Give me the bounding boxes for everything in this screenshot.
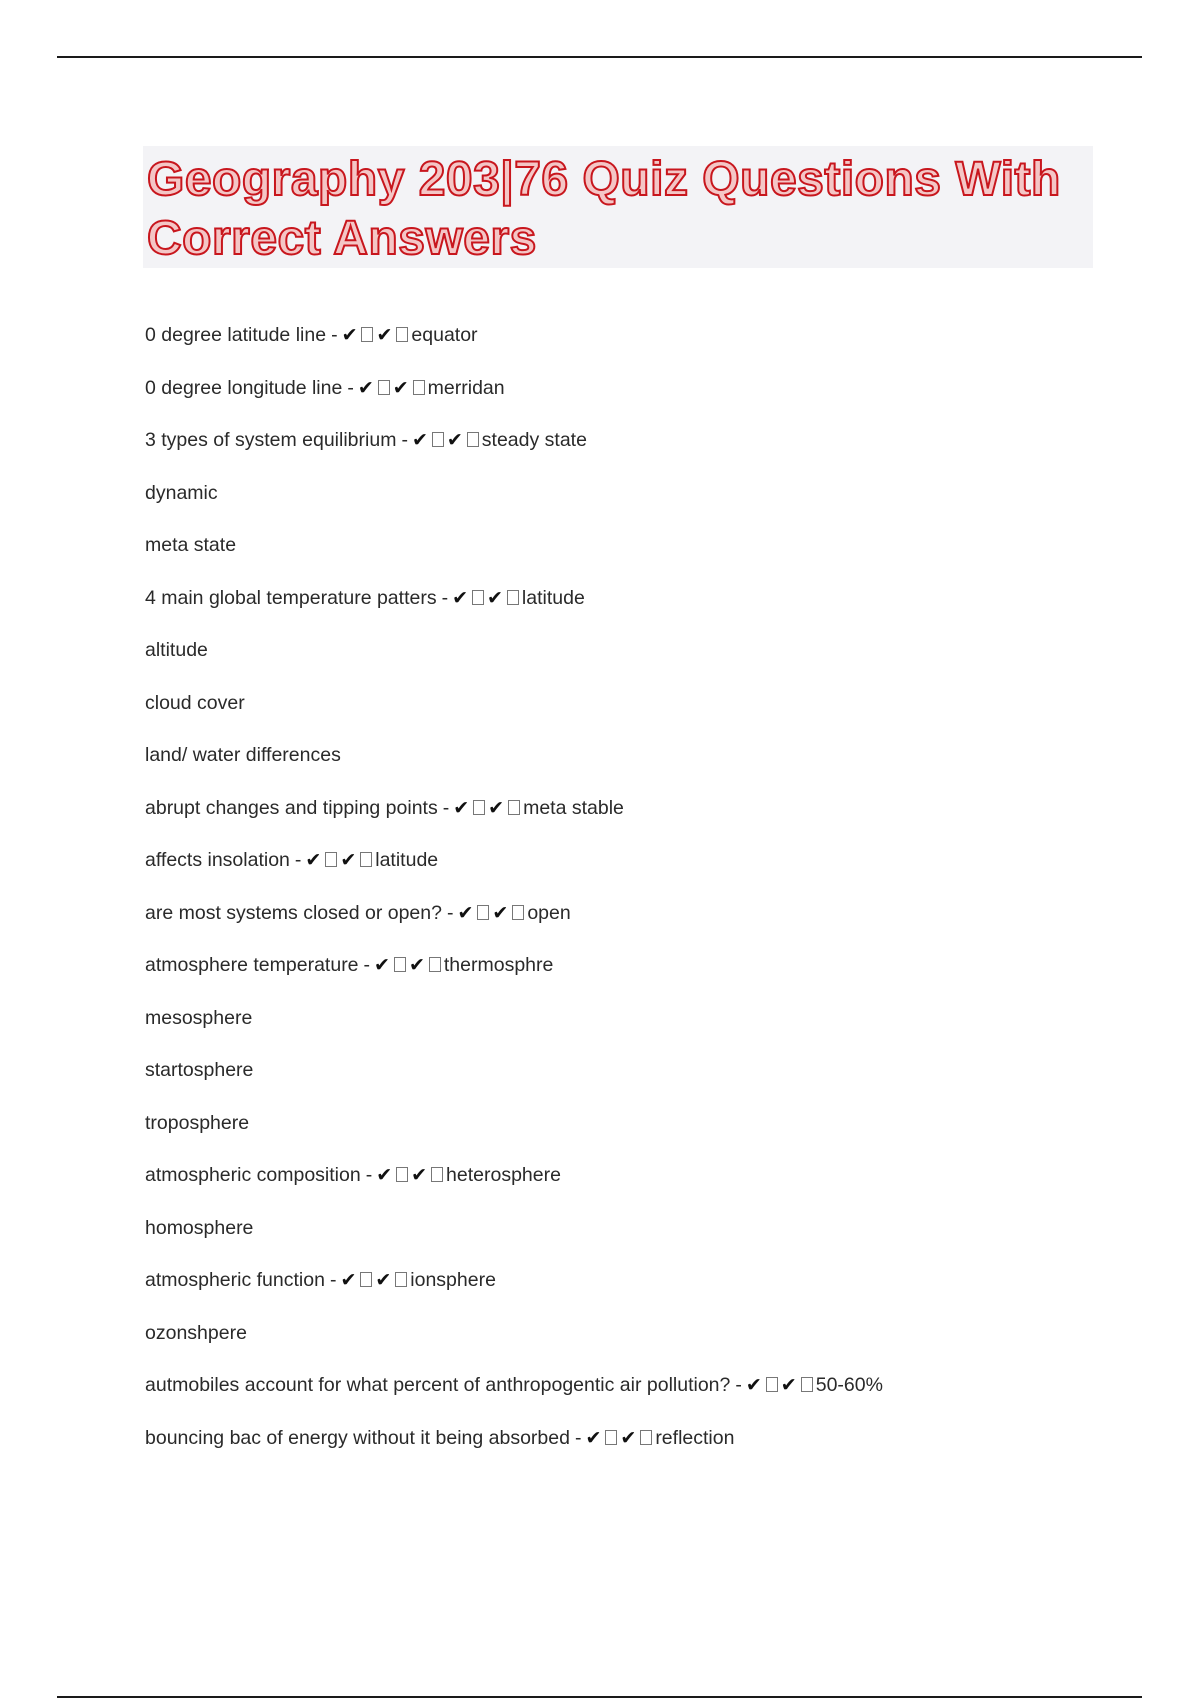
answer-continuation — [145, 1053, 1145, 1106]
continuation-text: dynamic — [145, 481, 218, 504]
missing-glyph-box-icon — [431, 1167, 443, 1182]
answer-text: ionsphere — [410, 1269, 496, 1291]
separator-dash: - — [294, 849, 302, 871]
answer-text: open — [527, 901, 571, 924]
answer-continuation — [145, 633, 1145, 686]
answer-continuation — [145, 476, 1145, 529]
separator-dash: - — [735, 1374, 742, 1396]
continuation-text: startosphere — [145, 1059, 254, 1081]
question-item — [145, 1368, 1145, 1421]
missing-glyph-box-icon — [477, 905, 489, 920]
separator-dash: - — [331, 324, 338, 346]
missing-glyph-box-icon — [360, 852, 372, 867]
answer-continuation — [145, 528, 1145, 581]
question-item — [145, 581, 1145, 634]
answer-text: heterosphere — [446, 1164, 561, 1186]
question-answer-list — [145, 318, 1145, 1473]
header-rule — [57, 56, 1142, 58]
question-item — [145, 318, 1145, 371]
missing-glyph-box-icon — [396, 1167, 408, 1182]
check-icon: ✔ — [392, 376, 409, 399]
question-text: autmobiles account for what percent of anthropogentic air pollution? — [145, 1374, 731, 1396]
question-text: abrupt changes and tipping points — [145, 796, 438, 819]
answer-text: latitude — [375, 849, 439, 871]
check-icon: ✔ — [340, 1269, 357, 1291]
separator-dash: - — [347, 376, 354, 399]
check-icon: ✔ — [408, 954, 425, 976]
separator-dash: - — [401, 429, 408, 451]
question-item — [145, 423, 1145, 476]
check-icon: ✔ — [341, 324, 358, 346]
question-text: 0 degree latitude line — [145, 324, 327, 346]
check-icon: ✔ — [357, 376, 374, 399]
question-text: atmospheric composition — [145, 1164, 361, 1186]
missing-glyph-box-icon — [394, 957, 406, 972]
check-icon: ✔ — [620, 1426, 637, 1449]
check-icon: ✔ — [453, 796, 470, 819]
answer-text: merridan — [427, 376, 505, 399]
answer-text: equator — [411, 324, 478, 346]
check-icon: ✔ — [411, 1164, 428, 1186]
question-item — [145, 1158, 1145, 1211]
missing-glyph-box-icon — [396, 327, 408, 342]
question-item — [145, 1263, 1145, 1316]
separator-dash: - — [365, 1164, 373, 1186]
question-text: 0 degree longitude line — [145, 376, 343, 399]
separator-dash: - — [574, 1426, 582, 1449]
answer-text: latitude — [521, 586, 585, 609]
answer-text: steady state — [481, 429, 587, 451]
answer-text: thermosphre — [443, 954, 554, 976]
question-text: atmosphere temperature — [145, 954, 359, 976]
check-icon: ✔ — [585, 1426, 602, 1449]
answer-continuation — [145, 1211, 1145, 1264]
answer-text: reflection — [655, 1426, 735, 1449]
missing-glyph-box-icon — [801, 1377, 813, 1392]
check-icon: ✔ — [305, 849, 322, 871]
continuation-text: cloud cover — [145, 691, 245, 714]
missing-glyph-box-icon — [360, 1272, 372, 1287]
check-icon: ✔ — [780, 1374, 797, 1396]
question-text: 3 types of system equilibrium — [145, 429, 397, 451]
check-icon: ✔ — [457, 901, 474, 924]
answer-continuation — [145, 1316, 1145, 1369]
check-icon: ✔ — [376, 1164, 393, 1186]
answer-text: 50-60% — [815, 1374, 883, 1396]
check-icon: ✔ — [446, 429, 463, 451]
footer-rule — [57, 1696, 1142, 1698]
separator-dash: - — [329, 1269, 337, 1291]
answer-continuation — [145, 738, 1145, 791]
separator-dash: - — [442, 796, 450, 819]
title-line-2: Correct Answers — [147, 212, 537, 265]
missing-glyph-box-icon — [512, 905, 524, 920]
check-icon: ✔ — [411, 429, 428, 451]
missing-glyph-box-icon — [413, 380, 425, 395]
check-icon: ✔ — [374, 954, 390, 976]
missing-glyph-box-icon — [766, 1377, 778, 1392]
missing-glyph-box-icon — [361, 327, 373, 342]
missing-glyph-box-icon — [473, 800, 485, 815]
check-icon: ✔ — [492, 901, 509, 924]
question-text: atmospheric function — [145, 1269, 325, 1291]
missing-glyph-box-icon — [395, 1272, 407, 1287]
question-item — [145, 371, 1145, 424]
missing-glyph-box-icon — [429, 957, 441, 972]
missing-glyph-box-icon — [432, 432, 444, 447]
missing-glyph-box-icon — [472, 590, 484, 605]
check-icon: ✔ — [487, 586, 503, 609]
answer-continuation — [145, 1001, 1145, 1054]
continuation-text: land/ water differences — [145, 744, 341, 766]
check-icon: ✔ — [745, 1374, 762, 1396]
question-text: affects insolation — [145, 849, 290, 871]
continuation-text: mesosphere — [145, 1006, 253, 1029]
answer-text: meta stable — [523, 796, 624, 819]
question-text: 4 main global temperature patters — [145, 586, 437, 609]
check-icon: ✔ — [488, 796, 505, 819]
missing-glyph-box-icon — [325, 852, 337, 867]
question-item — [145, 1421, 1145, 1474]
continuation-text: altitude — [145, 639, 208, 661]
missing-glyph-box-icon — [507, 590, 519, 605]
missing-glyph-box-icon — [605, 1430, 617, 1445]
continuation-text: troposphere — [145, 1111, 250, 1134]
missing-glyph-box-icon — [378, 380, 390, 395]
check-icon: ✔ — [452, 586, 468, 609]
missing-glyph-box-icon — [640, 1430, 652, 1445]
question-item — [145, 896, 1145, 949]
title-banner — [143, 146, 1093, 268]
continuation-text: ozonshpere — [145, 1321, 247, 1344]
check-icon: ✔ — [340, 849, 357, 871]
continuation-text: meta state — [145, 534, 237, 556]
continuation-text: homosphere — [145, 1216, 254, 1239]
check-icon: ✔ — [376, 324, 393, 346]
document-title — [143, 146, 1093, 268]
question-item — [145, 843, 1145, 896]
question-text: bouncing bac of energy without it being absorbed — [145, 1426, 570, 1449]
title-line-1: Geography 203|76 Quiz Questions With — [147, 153, 1061, 206]
answer-continuation — [145, 686, 1145, 739]
separator-dash: - — [441, 586, 449, 609]
question-item — [145, 791, 1145, 844]
question-text: are most systems closed or open? — [145, 901, 442, 924]
missing-glyph-box-icon — [508, 800, 520, 815]
separator-dash: - — [363, 954, 371, 976]
missing-glyph-box-icon — [467, 432, 479, 447]
question-item — [145, 948, 1145, 1001]
separator-dash: - — [446, 901, 454, 924]
check-icon: ✔ — [375, 1269, 392, 1291]
answer-continuation — [145, 1106, 1145, 1159]
